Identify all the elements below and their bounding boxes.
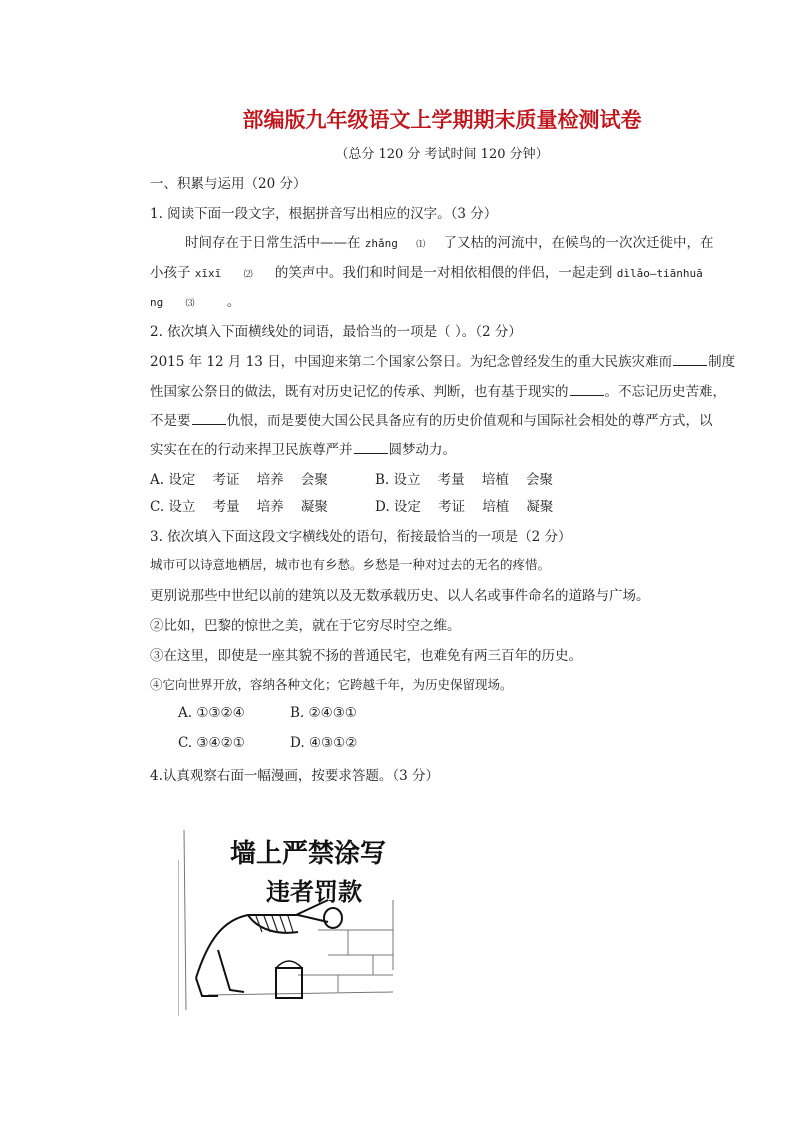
q3-option-b: B. ②④③① (290, 705, 357, 721)
question-1-line-1 (185, 231, 714, 251)
question-4-stem: 4.认真观察右面一幅漫画，按要求答题。（3 分） (150, 768, 440, 784)
q3-sentence: 更别说那些中世纪以前的建筑以及无数承载历史、以人名或事件命名的道路与广场。 (150, 588, 650, 604)
q3-option-c: C. ③④②① (178, 735, 245, 751)
cartoon-image (178, 820, 402, 1016)
q2-text: 2015 年 12 月 13 日，中国迎来第二个国家公祭日。为纪念曾经发生的重大民族灾难而 (150, 354, 673, 370)
question-1-stem: 1. 阅读下面一段文字，根据拼音写出相应的汉字。（3 分） (150, 206, 498, 222)
question-3-stem: 3. 依次填入下面这段文字横线处的语句，衔接最恰当的一项是（2 分） (150, 529, 572, 545)
q2-text: 性国家公祭日的做法，既有对历史记忆的传承、判断，也有基于现实的 (150, 384, 569, 400)
q2-option-a: A. 设定 考证 培养 会聚 (150, 472, 328, 488)
q2-option-d: D. 设定 考证 培植 凝聚 (375, 499, 554, 515)
q3-sentence: 城市可以诗意地栖居，城市也有乡愁。乡愁是一种对过去的无名的疼惜。 (150, 557, 551, 572)
q2-text: 圆梦动力。 (388, 442, 456, 458)
question-1-line-3 (150, 290, 240, 310)
question-2-stem: 2. 依次填入下面横线处的词语，最恰当的一项是（ ）。（2 分） (150, 324, 522, 340)
q3-sentence: ④它向世界开放，容纳各种文化；它跨越千年，为历史保留现场。 (150, 677, 513, 692)
q3-sentence: ③在这里，即使是一座其貌不扬的普通民宅，也难免有两三百年的历史。 (150, 648, 582, 664)
q2-option-b: B. 设立 考量 培植 会聚 (375, 472, 553, 488)
pinyin-2: xīxī (194, 267, 222, 280)
answer-blank (192, 412, 226, 425)
q2-text: 实实在在的行动来捍卫民族尊严并 (150, 442, 353, 458)
q1-text: 小孩子 (150, 265, 191, 281)
q1-end: 。 (226, 294, 241, 310)
q3-sentence: ②比如，巴黎的惊世之美，就在于它穷尽时空之维。 (150, 618, 461, 634)
q2-paragraph-line (150, 380, 726, 400)
pinyin-1: zhǎng (364, 237, 398, 250)
pinyin-3: dìlǎo—tiānhuā (616, 267, 703, 280)
pinyin-3-cont: ng (150, 296, 164, 309)
q2-paragraph-line (150, 409, 713, 429)
q2-paragraph-line (150, 438, 456, 458)
q1-text: 了又枯的河流中，在候鸟的一次次迁徙中，在 (443, 235, 714, 251)
blank-marker-2: ⑵ (243, 270, 253, 280)
question-1-line-2 (150, 261, 703, 281)
q2-text: 不是要 (150, 413, 191, 429)
page-title: 部编版九年级语文上学期期末质量检测试卷 (242, 107, 642, 132)
blank-marker-3: ⑶ (185, 299, 195, 309)
q1-text: 的笑声中。我们和时间是一对相依相偎的伴侣，一起走到 (274, 265, 613, 281)
section-heading: 一、积累与运用（20 分） (150, 176, 307, 192)
cartoon-sign-line-1: 墙上严禁涂写 (230, 839, 387, 869)
q3-option-a: A. ①③②④ (178, 705, 245, 721)
answer-blank (354, 441, 388, 454)
q2-option-c: C. 设立 考量 培养 凝聚 (150, 499, 328, 515)
cartoon-sign-line-2: 违者罚款 (266, 877, 362, 906)
q2-text: 。不忘记历史苦难， (604, 384, 726, 400)
q1-text: 时间存在于日常生活中——在 (185, 235, 361, 251)
answer-blank (570, 383, 604, 396)
q2-text: 制度 (708, 354, 736, 370)
blank-marker-1: ⑴ (416, 240, 426, 250)
answer-blank (673, 353, 707, 366)
q2-paragraph-line (150, 350, 735, 370)
q2-text: 仇恨，而是要使大国公民具备应有的历史价值观和与国际社会相处的尊严方式，以 (226, 413, 713, 429)
q3-option-d: D. ④③①② (290, 735, 358, 751)
exam-info: （总分 120 分 考试时间 120 分钟） (335, 147, 549, 162)
cartoon-drawing (178, 820, 402, 1016)
